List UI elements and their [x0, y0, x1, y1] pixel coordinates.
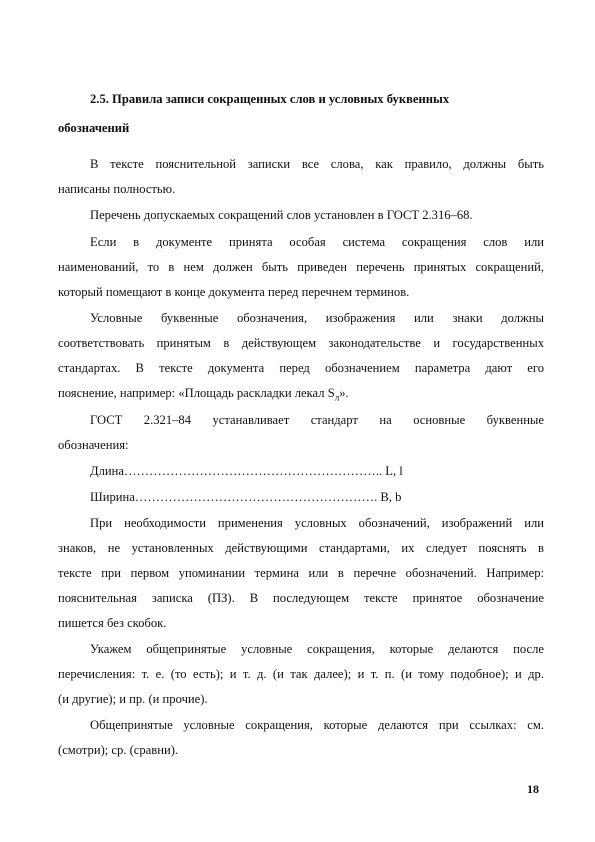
- paragraph-4-text: пояснение, например: «Площадь раскладки лекал S: [58, 386, 335, 400]
- paragraph-8-line-2: (смотри); ср. (сравни).: [58, 743, 179, 757]
- subscript-l: л: [334, 392, 340, 403]
- paragraph-7-line-1: Укажем общепринятые условные сокращения, которые делаются после: [90, 642, 544, 656]
- paragraph-3-line-2: наименований, то в нем должен быть приведен перечень принятых сокращений,: [58, 260, 544, 274]
- page-number: 18: [527, 782, 539, 796]
- paragraph-6-line-5: пишется без скобок.: [58, 616, 167, 630]
- paragraph-3-line-1: Если в документе принята особая система сокращения слов или: [90, 235, 544, 249]
- paragraph-4-line-1: Условные буквенные обозначения, изображения или знаки должны: [90, 311, 544, 325]
- paragraph-7-line-2: перечисления: т. е. (то есть); и т. д. (и так далее); и т. п. (и тому подобное); и др.: [58, 667, 544, 681]
- paragraph-6-line-1: При необходимости применения условных обозначений, изображений или: [90, 516, 544, 530]
- paragraph-1-line-2: написаны полностью.: [58, 182, 176, 196]
- paragraph-6-line-3: тексте при первом упоминании термина или в перечне обозначений. Например:: [58, 566, 544, 580]
- paragraph-4-closing: ».: [339, 386, 349, 400]
- paragraph-4-line-3: стандартах. В тексте документа перед обозначением параметра дают его: [58, 361, 544, 375]
- paragraph-6-line-4: пояснительная записка (ПЗ). В последующем тексте принятое обозначение: [58, 591, 544, 605]
- paragraph-8-line-1: Общепринятые условные сокращения, которые делаются при ссылках: см.: [90, 718, 544, 732]
- paragraph-2: Перечень допускаемых сокращений слов установлен в ГОСТ 2.316–68.: [90, 208, 473, 222]
- paragraph-3-line-3: который помещают в конце документа перед перечнем терминов.: [58, 285, 410, 299]
- paragraph-4-line-4: [58, 385, 349, 406]
- paragraph-5-line-1: ГОСТ 2.321–84 устанавливает стандарт на основные буквенные: [90, 413, 544, 427]
- paragraph-7-line-3: (и другие); и пр. (и прочие).: [58, 692, 208, 706]
- paragraph-6-line-2: знаков, не установленных действующими стандартами, их следует пояснять в: [58, 541, 544, 555]
- list-item-width: Ширина…………………………………………………. B, b: [90, 490, 402, 504]
- list-item-length: Длина…………………………………………………….. L, l: [90, 464, 403, 478]
- section-heading-line-1: 2.5. Правила записи сокращенных слов и условных буквенных: [90, 92, 450, 106]
- paragraph-5-line-2: обозначения:: [58, 438, 129, 452]
- paragraph-1-line-1: В тексте пояснительной записки все слова, как правило, должны быть: [90, 157, 544, 171]
- section-heading-line-2: обозначений: [58, 121, 130, 135]
- paragraph-4-line-2: соответствовать принятым в действующем законодательстве и государственных: [58, 336, 544, 350]
